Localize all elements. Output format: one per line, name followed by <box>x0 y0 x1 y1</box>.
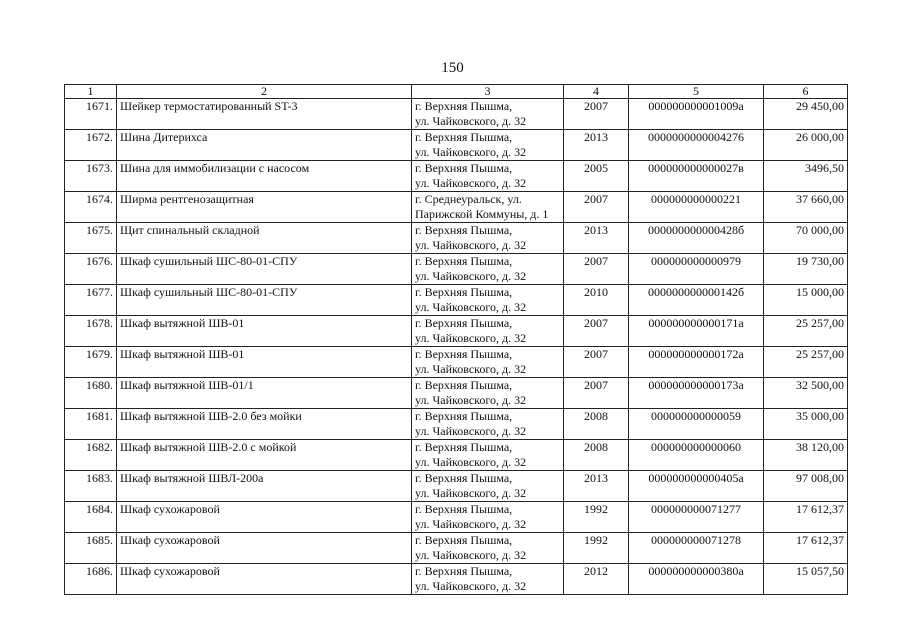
column-header-4: 4 <box>564 85 629 99</box>
address-line-2: ул. Чайковского, д. 32 <box>415 393 527 407</box>
inventory-code-cell: 000000000000380а <box>629 564 764 595</box>
table-row <box>65 254 848 285</box>
address-line-1: г. Верхняя Пышма, <box>415 316 513 330</box>
table-row <box>65 130 848 161</box>
table-row <box>65 99 848 130</box>
column-header-6: 6 <box>764 85 848 99</box>
year-cell: 2007 <box>564 378 629 409</box>
address-cell <box>412 161 564 192</box>
year-cell: 2007 <box>564 254 629 285</box>
value-cell: 3496,50 <box>764 161 848 192</box>
inventory-code-cell: 000000000000221 <box>629 192 764 223</box>
table-row <box>65 471 848 502</box>
address-cell <box>412 254 564 285</box>
address-cell <box>412 502 564 533</box>
item-name-cell: Шкаф вытяжной ШВ-01 <box>117 316 412 347</box>
address-cell <box>412 223 564 254</box>
item-name-cell: Щит спинальный складной <box>117 223 412 254</box>
header-row <box>65 85 848 99</box>
item-name-cell: Шкаф сушильный ШС-80-01-СПУ <box>117 285 412 316</box>
inventory-code-cell: 000000000071278 <box>629 533 764 564</box>
row-number-cell: 1673. <box>65 161 117 192</box>
address-line-1: г. Верхняя Пышма, <box>415 223 513 237</box>
inventory-code-cell: 000000000001009а <box>629 99 764 130</box>
table-row <box>65 409 848 440</box>
year-cell: 2008 <box>564 409 629 440</box>
row-number-cell: 1674. <box>65 192 117 223</box>
item-name-cell: Шкаф вытяжной ШВ-2.0 с мойкой <box>117 440 412 471</box>
year-cell: 1992 <box>564 502 629 533</box>
year-cell: 2013 <box>564 471 629 502</box>
table-header <box>65 85 848 99</box>
address-line-1: г. Верхняя Пышма, <box>415 254 513 268</box>
year-cell: 2010 <box>564 285 629 316</box>
table-row <box>65 347 848 378</box>
item-name-cell: Шина для иммобилизации с насосом <box>117 161 412 192</box>
table-row <box>65 285 848 316</box>
value-cell: 32 500,00 <box>764 378 848 409</box>
value-cell: 15 000,00 <box>764 285 848 316</box>
table-row <box>65 502 848 533</box>
item-name-cell: Шкаф вытяжной ШВ-2.0 без мойки <box>117 409 412 440</box>
address-line-1: г. Верхняя Пышма, <box>415 564 513 578</box>
value-cell: 25 257,00 <box>764 347 848 378</box>
address-line-2: ул. Чайковского, д. 32 <box>415 176 527 190</box>
address-line-1: г. Верхняя Пышма, <box>415 161 513 175</box>
year-cell: 2013 <box>564 223 629 254</box>
address-line-2: ул. Чайковского, д. 32 <box>415 145 527 159</box>
address-cell <box>412 378 564 409</box>
table-row <box>65 440 848 471</box>
row-number-cell: 1672. <box>65 130 117 161</box>
row-number-cell: 1678. <box>65 316 117 347</box>
row-number-cell: 1681. <box>65 409 117 440</box>
inventory-code-cell: 000000000000428б <box>629 223 764 254</box>
table-row <box>65 378 848 409</box>
year-cell: 2007 <box>564 316 629 347</box>
address-line-1: г. Верхняя Пышма, <box>415 409 513 423</box>
address-cell <box>412 471 564 502</box>
year-cell: 2007 <box>564 192 629 223</box>
column-header-2: 2 <box>117 85 412 99</box>
table-row <box>65 533 848 564</box>
row-number-cell: 1677. <box>65 285 117 316</box>
table-body <box>65 99 848 595</box>
address-line-2: ул. Чайковского, д. 32 <box>415 362 527 376</box>
item-name-cell: Шкаф вытяжной ШВЛ-200а <box>117 471 412 502</box>
row-number-cell: 1686. <box>65 564 117 595</box>
address-line-2: ул. Чайковского, д. 32 <box>415 517 527 531</box>
address-cell <box>412 347 564 378</box>
item-name-cell: Ширма рентгенозащитная <box>117 192 412 223</box>
year-cell: 2008 <box>564 440 629 471</box>
value-cell: 38 120,00 <box>764 440 848 471</box>
address-line-1: г. Верхняя Пышма, <box>415 502 513 516</box>
year-cell: 2007 <box>564 347 629 378</box>
row-number-cell: 1679. <box>65 347 117 378</box>
address-line-2: ул. Чайковского, д. 32 <box>415 579 527 593</box>
value-cell: 17 612,37 <box>764 502 848 533</box>
inventory-code-cell: 000000000000405а <box>629 471 764 502</box>
table-row <box>65 316 848 347</box>
address-line-1: г. Верхняя Пышма, <box>415 378 513 392</box>
address-cell <box>412 409 564 440</box>
address-line-2: ул. Чайковского, д. 32 <box>415 114 527 128</box>
value-cell: 35 000,00 <box>764 409 848 440</box>
address-line-2: ул. Чайковского, д. 32 <box>415 455 527 469</box>
row-number-cell: 1671. <box>65 99 117 130</box>
year-cell: 2013 <box>564 130 629 161</box>
row-number-cell: 1680. <box>65 378 117 409</box>
inventory-code-cell: 000000000000173а <box>629 378 764 409</box>
item-name-cell: Шкаф сушильный ШС-80-01-СПУ <box>117 254 412 285</box>
address-cell <box>412 533 564 564</box>
address-line-2: ул. Чайковского, д. 32 <box>415 269 527 283</box>
item-name-cell: Шкаф вытяжной ШВ-01 <box>117 347 412 378</box>
row-number-cell: 1682. <box>65 440 117 471</box>
column-header-5: 5 <box>629 85 764 99</box>
table-row <box>65 564 848 595</box>
address-line-1: г. Верхняя Пышма, <box>415 440 513 454</box>
value-cell: 19 730,00 <box>764 254 848 285</box>
address-line-1: г. Верхняя Пышма, <box>415 130 513 144</box>
item-name-cell: Шкаф сухожаровой <box>117 564 412 595</box>
value-cell: 37 660,00 <box>764 192 848 223</box>
address-cell <box>412 192 564 223</box>
row-number-cell: 1684. <box>65 502 117 533</box>
address-line-1: г. Верхняя Пышма, <box>415 533 513 547</box>
value-cell: 17 612,37 <box>764 533 848 564</box>
row-number-cell: 1685. <box>65 533 117 564</box>
address-cell <box>412 285 564 316</box>
address-line-1: г. Среднеуральск, ул. <box>415 192 522 206</box>
item-name-cell: Шкаф вытяжной ШВ-01/1 <box>117 378 412 409</box>
inventory-code-cell: 000000000000979 <box>629 254 764 285</box>
inventory-code-cell: 000000000071277 <box>629 502 764 533</box>
address-line-2: ул. Чайковского, д. 32 <box>415 331 527 345</box>
inventory-code-cell: 000000000000027в <box>629 161 764 192</box>
year-cell: 2012 <box>564 564 629 595</box>
year-cell: 2005 <box>564 161 629 192</box>
row-number-cell: 1683. <box>65 471 117 502</box>
address-line-1: г. Верхняя Пышма, <box>415 285 513 299</box>
value-cell: 15 057,50 <box>764 564 848 595</box>
value-cell: 70 000,00 <box>764 223 848 254</box>
inventory-code-cell: 0000000000004276 <box>629 130 764 161</box>
address-cell <box>412 130 564 161</box>
address-line-2: ул. Чайковского, д. 32 <box>415 238 527 252</box>
inventory-table <box>64 84 848 595</box>
column-header-3: 3 <box>412 85 564 99</box>
address-line-2: ул. Чайковского, д. 32 <box>415 424 527 438</box>
year-cell: 1992 <box>564 533 629 564</box>
address-line-1: г. Верхняя Пышма, <box>415 347 513 361</box>
address-cell <box>412 440 564 471</box>
inventory-code-cell: 000000000000059 <box>629 409 764 440</box>
address-line-1: г. Верхняя Пышма, <box>415 471 513 485</box>
table-row <box>65 161 848 192</box>
inventory-code-cell: 000000000000060 <box>629 440 764 471</box>
year-cell: 2007 <box>564 99 629 130</box>
page-number: 150 <box>441 60 464 76</box>
row-number-cell: 1676. <box>65 254 117 285</box>
item-name-cell: Шина Дитерихса <box>117 130 412 161</box>
address-cell <box>412 564 564 595</box>
inventory-code-cell: 000000000000171а <box>629 316 764 347</box>
address-line-2: Парижской Коммуны, д. 1 <box>415 207 549 221</box>
value-cell: 29 450,00 <box>764 99 848 130</box>
inventory-code-cell: 000000000000172а <box>629 347 764 378</box>
inventory-code-cell: 000000000000142б <box>629 285 764 316</box>
item-name-cell: Шейкер термостатированный ST-3 <box>117 99 412 130</box>
value-cell: 97 008,00 <box>764 471 848 502</box>
table-row <box>65 192 848 223</box>
address-cell <box>412 99 564 130</box>
item-name-cell: Шкаф сухожаровой <box>117 533 412 564</box>
value-cell: 26 000,00 <box>764 130 848 161</box>
address-line-1: г. Верхняя Пышма, <box>415 99 513 113</box>
column-header-1: 1 <box>65 85 117 99</box>
address-line-2: ул. Чайковского, д. 32 <box>415 548 527 562</box>
value-cell: 25 257,00 <box>764 316 848 347</box>
row-number-cell: 1675. <box>65 223 117 254</box>
address-line-2: ул. Чайковского, д. 32 <box>415 486 527 500</box>
table-row <box>65 223 848 254</box>
item-name-cell: Шкаф сухожаровой <box>117 502 412 533</box>
address-cell <box>412 316 564 347</box>
address-line-2: ул. Чайковского, д. 32 <box>415 300 527 314</box>
